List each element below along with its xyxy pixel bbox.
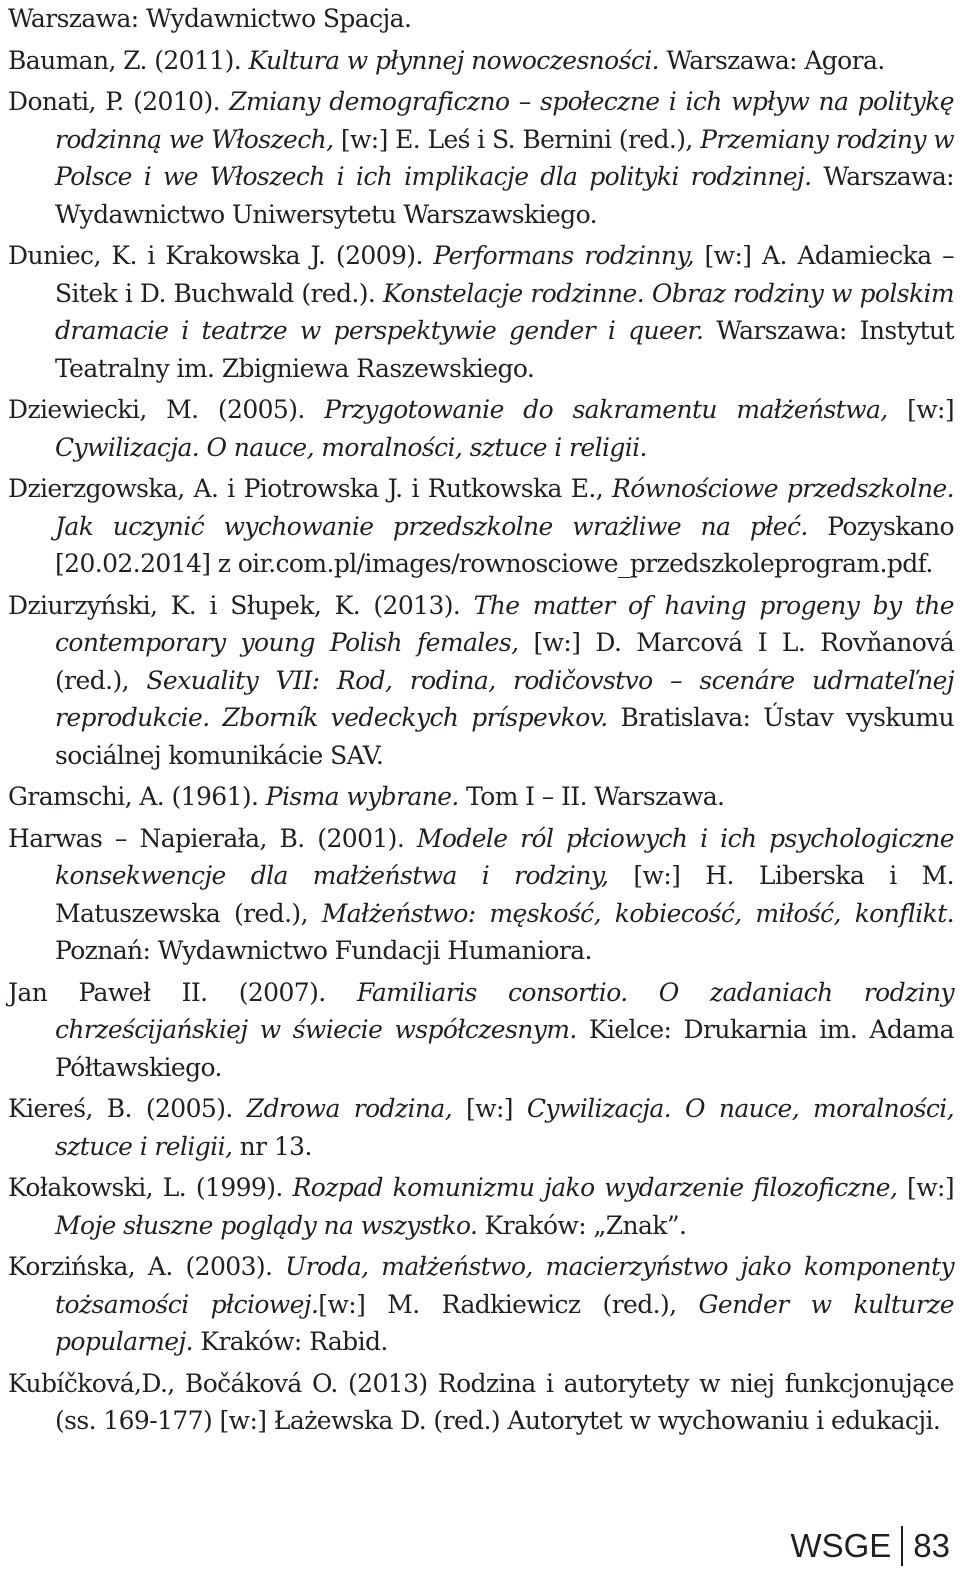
entry-text: nr 13. [232, 1131, 312, 1161]
page-footer [790, 1522, 950, 1570]
entry-text: Kraków: Rabid. [193, 1327, 388, 1356]
entry-title-text: Modele ról płciowych i ich psychologiczne konsekwencje dla małżeństwa i rodziny, [55, 823, 954, 890]
entry-title-text: Sexuality VII: Rod, rodina, rodičovstvo – scenáre udrnateľnej reprodukcie. Zborník vedeckych príspevkov. [55, 665, 955, 732]
entry-title-text: Przemiany rodziny w Polsce i we Włoszech i ich implikacje dla polityki rodzinnej. [55, 124, 954, 191]
entry-text: [w:] M. Radkiewicz (red.), [318, 1289, 699, 1319]
entry-text: Dziurzyński, K. i Słupek, K. (2013). [8, 590, 474, 620]
entry-text: Kraków: „Znak”. [477, 1210, 687, 1240]
bibliography-entry [8, 1365, 954, 1440]
bibliography-entry [8, 778, 954, 816]
bibliography-entry [8, 974, 954, 1087]
entry-title-text: Cywilizacja. O nauce, moralności, sztuce i religii, [55, 1094, 954, 1161]
entry-text: Warszawa: Wydawnictwo Uniwersytetu Warszawskiego. [55, 162, 954, 229]
bibliography-list [8, 0, 954, 1444]
bibliography-entry [8, 1248, 954, 1361]
entry-title-text: Przygotowanie do sakramentu małżeństwa, [324, 395, 888, 424]
entry-text: Kołakowski, L. (1999). [8, 1173, 293, 1202]
entry-text: Harwas – Napierała, B. (2001). [8, 823, 417, 853]
entry-text: Warszawa: Agora. [659, 45, 885, 75]
entry-text: [w:] A. Adamiecka – Sitek i D. Buchwald (red.). [55, 241, 954, 308]
bibliography-entry [8, 1090, 954, 1165]
bibliography-entry [8, 0, 954, 38]
entry-text: Jan Paweł II. (2007). [8, 977, 357, 1007]
entry-text: Donati, P. (2010). [8, 87, 230, 116]
entry-text: [w:] H. Liberska i M. Matuszewska (red.), [55, 861, 954, 928]
entry-text: Dziewiecki, M. (2005). [8, 395, 325, 424]
entry-title-text: Rozpad komunizmu jako wydarzenie filozoficzne, [292, 1173, 898, 1202]
entry-title-text: Pisma wybrane. [265, 782, 459, 811]
entry-text: Warszawa: Instytut Teatralny im. Zbigniewa Raszewskiego. [55, 316, 954, 383]
footer-separator [901, 1526, 903, 1566]
entry-text: Tom I – II. Warszawa. [458, 782, 725, 811]
entry-title-text: Małżeństwo: męskość, kobiecość, miłość, konflikt. [321, 898, 954, 928]
entry-text: Kielce: Drukarnia im. Adama Półtawskiego. [55, 1015, 954, 1082]
bibliography-entry [8, 470, 954, 583]
entry-title-text: The matter of having progeny by the contemporary young Polish females, [55, 590, 954, 657]
entry-text: Kiereś, B. (2005). [8, 1094, 247, 1123]
bibliography-entry [8, 83, 954, 233]
entry-text: Pozyskano [20.02.2014] z oir.com.pl/images/rownosciowe_przedszkoleprogram.pdf. [55, 511, 955, 578]
bibliography-entry [8, 237, 954, 387]
entry-title-text: Zdrowa rodzina, [246, 1094, 453, 1123]
entry-text: Bratislava: Ústav vyskumu sociálnej komunikácie SAV. [55, 703, 954, 770]
bibliography-entry [8, 391, 954, 466]
page-number: 83 [913, 1527, 950, 1564]
bibliography-entry [8, 42, 954, 80]
entry-text: [w:] [897, 1173, 954, 1202]
entry-title-text: Uroda, małżeństwo, macierzyństwo jako komponenty tożsamości płciowej. [55, 1252, 954, 1319]
entry-text: Duniec, K. i Krakowska J. (2009). [8, 241, 434, 270]
bibliography-entry [8, 587, 954, 775]
entry-title-text: Moje słuszne poglądy na wszystko. [55, 1210, 478, 1240]
entry-title-text: Równościowe przedszkolne. Jak uczynić wychowanie przedszkolne wrażliwe na płeć. [55, 474, 954, 541]
entry-text: Gramschi, A. (1961). [8, 782, 266, 811]
entry-text: Poznań: Wydawnictwo Fundacji Humaniora. [55, 936, 592, 965]
entry-text: [w:] [452, 1094, 527, 1123]
footer-label: WSGE [790, 1527, 892, 1564]
bibliography-entry [8, 820, 954, 970]
entry-title-text: Konstelacje rodzinne. Obraz rodziny w polskim dramacie i teatrze w perspektywie gender i queer. [55, 278, 954, 345]
entry-text: [w:] [887, 395, 955, 424]
entry-title-text: Zmiany demograficzno – społeczne i ich wpływ na politykę rodzinną we Włoszech, [55, 87, 954, 154]
entry-title-text: Performans rodzinny, [433, 241, 694, 270]
entry-text: Dzierzgowska, A. i Piotrowska J. i Rutkowska E., [8, 474, 612, 503]
entry-text: Warszawa: Wydawnictwo Spacja. [8, 4, 412, 33]
entry-text: [w:] D. Marcová I L. Rovňanová (red.), [55, 628, 955, 695]
entry-text: [w:] E. Leś i S. Bernini (red.), [333, 124, 701, 154]
entry-title-text: Kultura w płynnej nowoczesności. [248, 45, 660, 75]
entry-text: Bauman, Z. (2011). [8, 45, 249, 75]
entry-title-text: Familiaris consortio. O zadaniach rodziny chrześcijańskiej w świecie współczesnym. [55, 977, 955, 1044]
entry-text: Kubíčková,D., Bočáková O. (2013) Rodzina i autorytety w niej funkcjonujące (ss. 169-177) [w:] Łażewska D. (red.) Autorytet w wychowaniu i edukacji. [8, 1368, 954, 1435]
entry-title-text: Gender w kulturze popularnej. [55, 1289, 954, 1356]
bibliography-entry [8, 1169, 954, 1244]
entry-title-text: Cywilizacja. O nauce, moralności, sztuce i religii. [55, 432, 647, 462]
entry-text: Korzińska, A. (2003). [8, 1252, 286, 1281]
